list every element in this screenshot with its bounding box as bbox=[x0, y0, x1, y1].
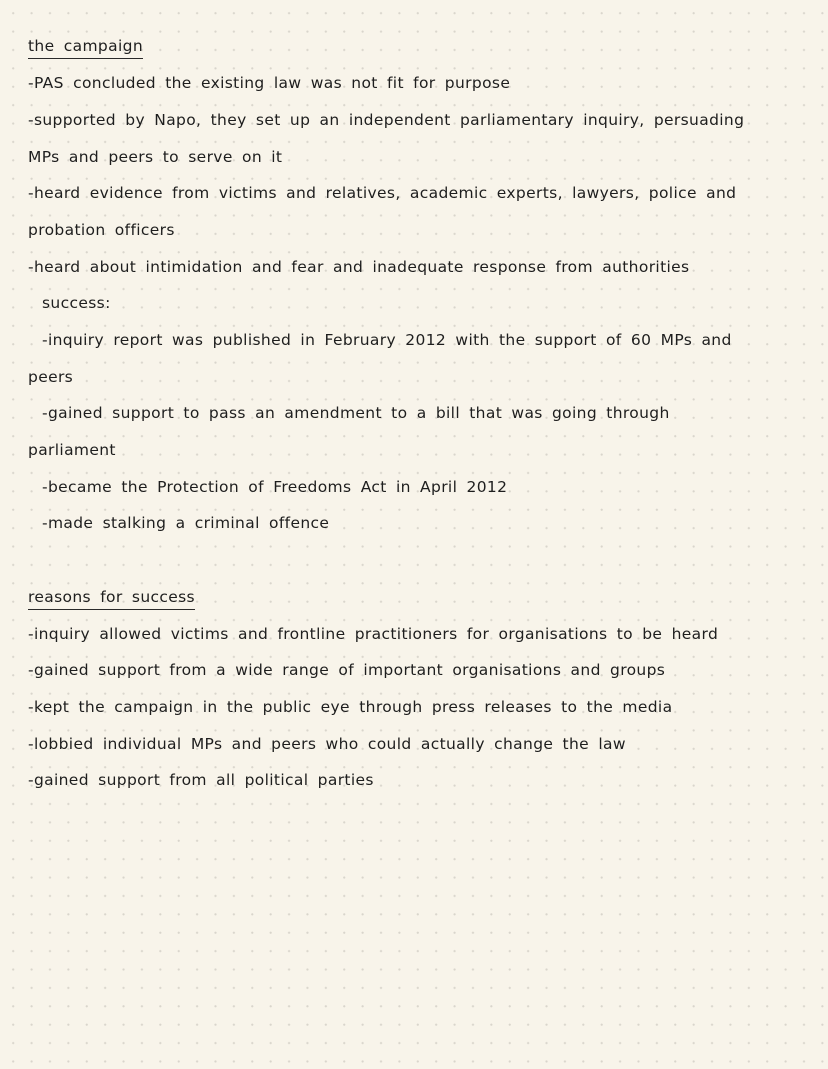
campaign-heading: the campaign bbox=[28, 36, 143, 59]
reasons-line: -gained support from all political parties bbox=[28, 771, 374, 789]
success-label: success: bbox=[42, 294, 111, 312]
success-line: parliament bbox=[28, 441, 116, 459]
success-line: -inquiry report was published in February 2012 with the support of 60 MPs and bbox=[42, 331, 732, 349]
success-line: -became the Protection of Freedoms Act in April 2012 bbox=[42, 478, 508, 496]
campaign-line: -PAS concluded the existing law was not fit for purpose bbox=[28, 74, 511, 92]
reasons-line: -kept the campaign in the public eye through press releases to the media bbox=[28, 698, 673, 716]
campaign-line: -supported by Napo, they set up an independent parliamentary inquiry, persuading bbox=[28, 111, 745, 129]
success-line: -gained support to pass an amendment to a bill that was going through bbox=[42, 404, 670, 422]
reasons-line: -lobbied individual MPs and peers who could actually change the law bbox=[28, 735, 626, 753]
campaign-line: probation officers bbox=[28, 221, 175, 239]
campaign-line: MPs and peers to serve on it bbox=[28, 148, 283, 166]
reasons-heading: reasons for success bbox=[28, 587, 195, 610]
campaign-line: -heard about intimidation and fear and inadequate response from authorities bbox=[28, 258, 690, 276]
reasons-line: -gained support from a wide range of important organisations and groups bbox=[28, 661, 666, 679]
success-line: peers bbox=[28, 368, 74, 386]
reasons-line: -inquiry allowed victims and frontline practitioners for organisations to be heard bbox=[28, 625, 719, 643]
success-line: -made stalking a criminal offence bbox=[42, 514, 330, 532]
campaign-line: -heard evidence from victims and relatives, academic experts, lawyers, police and bbox=[28, 184, 737, 202]
